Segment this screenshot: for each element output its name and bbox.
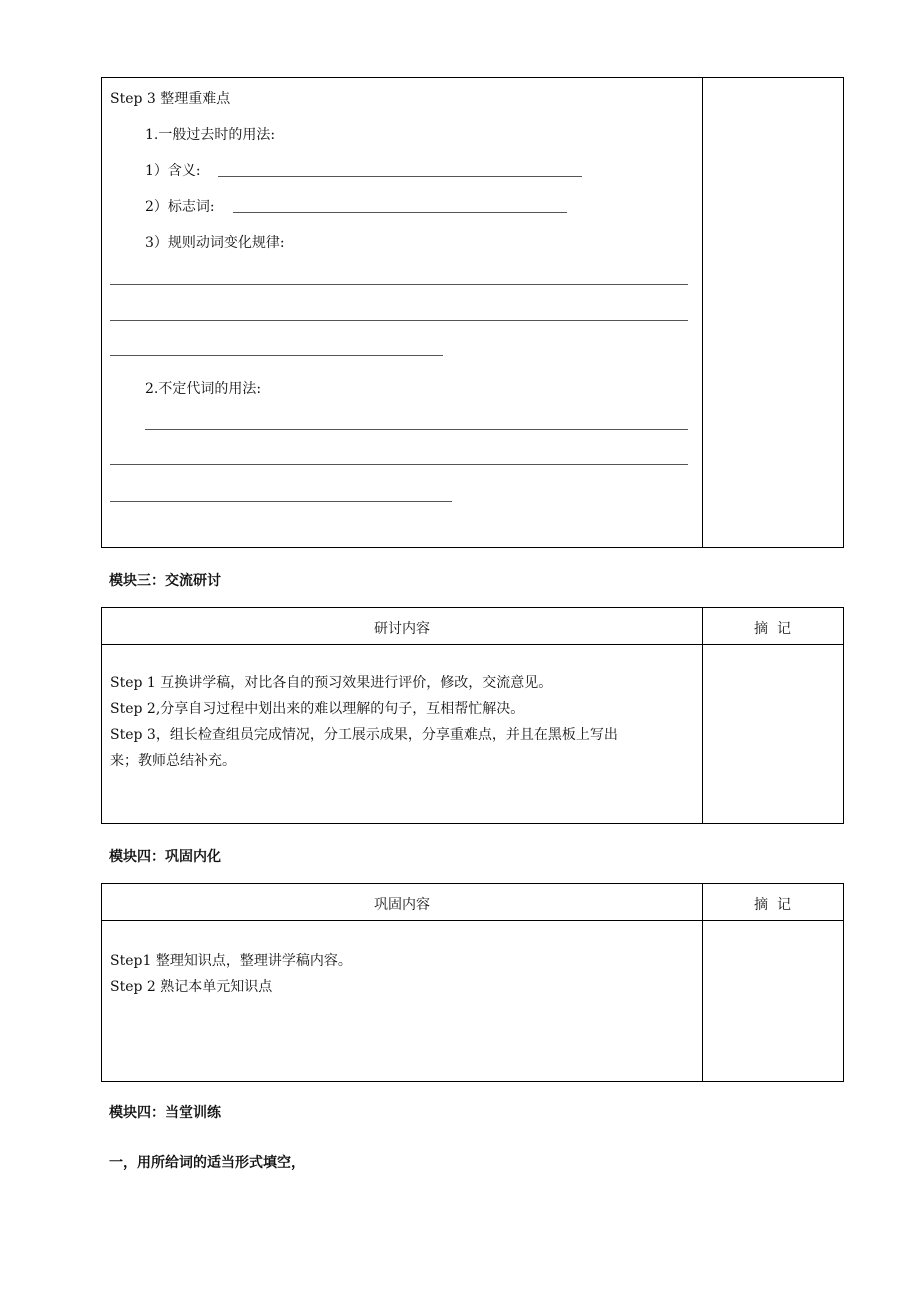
module3-line-3: Step 3，组长检查组员完成情况，分工展示成果，分享重难点，并且在黑板上写出 <box>110 727 618 743</box>
module3-heading: 模块三：交流研讨 <box>109 573 221 589</box>
module4a-notes-header: 摘 记 <box>754 897 791 913</box>
module3-header-divider <box>102 644 843 645</box>
notes-column-divider <box>702 78 703 547</box>
pronoun-blank-1[interactable] <box>145 429 688 430</box>
pronoun-blank-2[interactable] <box>110 464 688 465</box>
module3-content-header: 研讨内容 <box>374 621 430 637</box>
module3-line-4: 来；教师总结补充。 <box>110 753 236 769</box>
rules-blank-2[interactable] <box>110 320 688 321</box>
module3-line-1: Step 1 互换讲学稿，对比各自的预习效果进行评价，修改，交流意见。 <box>110 675 553 691</box>
rules-blank-3[interactable] <box>110 355 443 356</box>
step3-title: Step 3 整理重难点 <box>110 91 231 107</box>
signal-words-label: 2）标志词: <box>145 199 215 215</box>
module4a-heading: 模块四：巩固内化 <box>109 849 221 865</box>
rules-blank-1[interactable] <box>110 284 688 285</box>
step3-table <box>101 77 844 548</box>
module3-column-divider <box>702 608 703 823</box>
signal-words-blank[interactable] <box>233 212 567 213</box>
module3-notes-header: 摘 记 <box>754 621 791 637</box>
module4a-content-header: 巩固内容 <box>374 897 430 913</box>
meaning-label: 1）含义: <box>145 163 201 179</box>
module3-line-2: Step 2,分享自习过程中划出来的难以理解的句子，互相帮忙解决。 <box>110 701 525 717</box>
module3-table <box>101 607 844 824</box>
module4b-heading: 模块四：当堂训练 <box>109 1105 221 1121</box>
exercise-title: 一，用所给词的适当形式填空， <box>109 1155 305 1171</box>
module4a-line-2: Step 2 熟记本单元知识点 <box>110 979 273 995</box>
module4a-line-1: Step1 整理知识点，整理讲学稿内容。 <box>110 953 352 969</box>
pronoun-blank-3[interactable] <box>110 501 452 502</box>
module4a-table <box>101 883 844 1082</box>
module4a-header-divider <box>102 920 843 921</box>
past-tense-usage-label: 1.一般过去时的用法: <box>145 127 276 143</box>
regular-verb-rules-label: 3）规则动词变化规律: <box>145 235 285 251</box>
indefinite-pronoun-label: 2.不定代词的用法: <box>145 381 262 397</box>
meaning-blank[interactable] <box>218 176 582 177</box>
